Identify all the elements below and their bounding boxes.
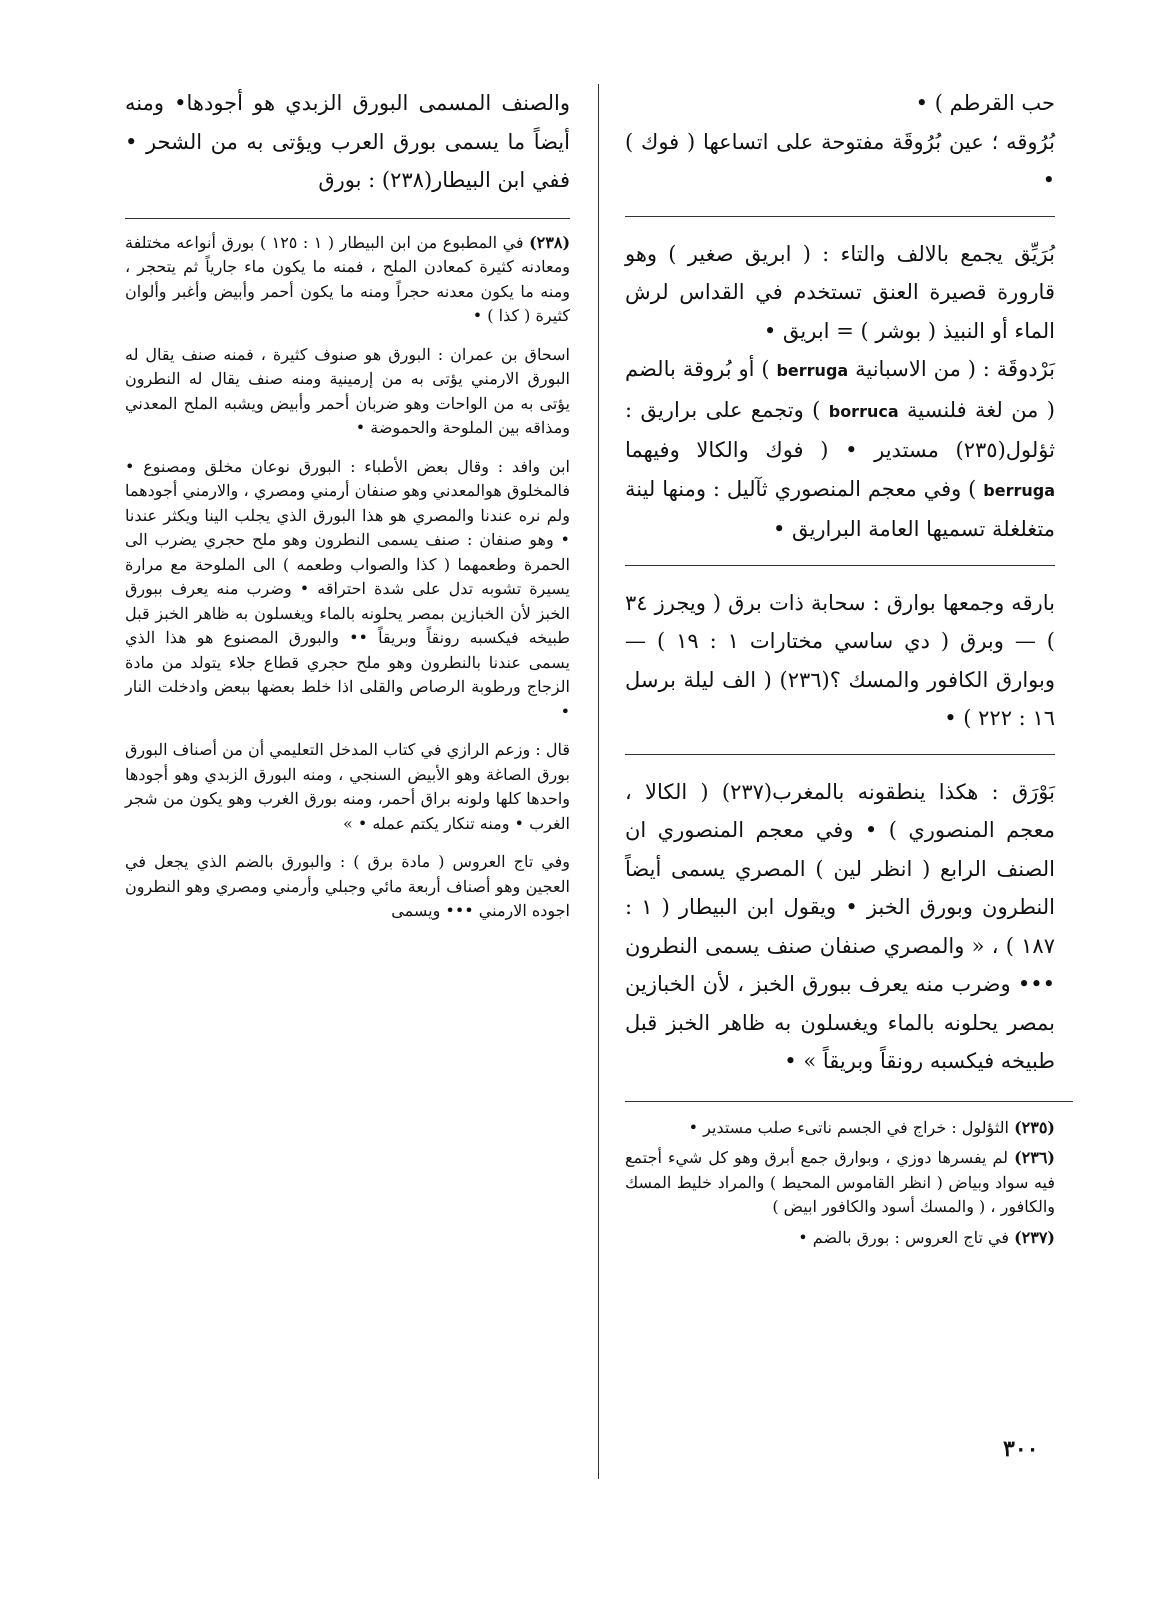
footnote-text: في تاج العروس : بورق بالضم • [798,1227,1009,1247]
footnote-rule [125,218,570,219]
right-column [625,84,1055,1256]
paragraph-qurtum: حب القرطم ) • [915,91,1055,115]
paragraph-buruqa: بُرُوقه ؛ عين بُرُوقَة مفتوحة على اتساعها ( فوك ) • [625,129,1055,192]
paragraph-gap [125,836,570,850]
footnote-236 [625,1146,1055,1220]
footnote-ibn-wafid: ابن وافد : وقال بعض الأطباء : البورق نوعان مخلق ومصنوع • فالمخلوق هوالمعدني وهو صنفان أرمني ومصري ، والارمني أجودهما ولم نره عندنا والمصري هو هذا البورق الذي يجلب الينا ويكثر عندنا • وهو صنفان : صنف يسمى النطرون وهو ملح حجري يضرب الى الحمرة وطعمهما ( كذا والصواب وطعمه ) الى الملوحة مع مرارة يسيرة تشوبه تدل على شدة احتراقه • وضرب منه يعرف ببورق الخبز لأن الخبازين بمصر يحلونه بالماء ويغسلون به ظاهر الخبز قبل طبيخه فيكسبه رونقاً وبريقاً •• والبورق المصنوع هو هذا الذي يسمى عندنا بالنطرون وهو ملح حجري قطاع جلاء يتولد من مادة الزجاج ورطوبة الرصاص والقلى اذا خلط بعضها ببعض وادخلت النار • [125,456,570,721]
paragraph-zubdi: والصنف المسمى البورق الزبدي هو أجودها• ومنه أيضاً ما يسمى بورق العرب ويؤتى به من الشحر • ففي ابن البيطار(٢٣٨) : بورق [125,91,570,192]
column-divider [598,84,599,1479]
footnote-text: في المطبوع من ابن البيطار ( ١ : ١٢٥ ) بورق أنواعه مختلفة ومعادنه كثيرة كمعادن الملح ، فمنه ما يكون ماء جارياً ثم يتحجر ، ومنه ما يكون معدنه حجراً ومنه ما يكون أحمر وأبيض وأغبر وألوان كثيرة ( كذا ) • [125,232,570,325]
paragraph-barduqa: بَرْدوقَة : ( من الاسبانية berruga ) أو بُروقة بالضم ( من لغة فلنسية borruca ) وتجمع على براريق : ثؤلول(٢٣٥) مستدير • ( فوك والكالا وفيهما berruga ) وفي معجم المنصوري ثآليل : ومنها لينة متغلغلة تسميها العامة البراريق • [625,357,1055,541]
footnote-237 [625,1226,1055,1251]
paragraph-buraiq: بُرَيِّق يجمع بالالف والتاء : ( ابريق صغير ) وهو قارورة قصيرة العنق تستخدم في القداس لرش الماء أو النبيذ ( بوشر ) = ابريق • [625,241,1055,343]
footnote-text: الثؤلول : خراج في الجسم ناتىء صلب مستدير • [688,1117,1009,1137]
footnote-number: (٢٣٧) [1014,1227,1055,1247]
page-number: ٣٠٠ [1003,1436,1039,1462]
footnote-number: (٢٣٨) [529,232,571,252]
paragraph-bariqa: بارقه وجمعها بوارق : سحابة ذات برق ( ويجرز ٣٤ ) — وبرق ( دي ساسي مختارات ١ : ١٩ ) — وبوارق الكافور والمسك ؟(٢٣٦) ( الف ليلة برسل ١٦ : ٢٢٢ ) • [625,590,1056,730]
footnote-number: (٢٣٦) [1014,1148,1055,1167]
paragraph-gap [125,724,570,738]
paragraph-gap [125,441,570,455]
section-divider [625,754,1055,755]
section-divider [625,565,1055,566]
footnote-number: (٢٣٥) [1014,1117,1055,1137]
paragraph-bawraq: بَوْرَق : هكذا ينطقونه بالمغرب(٢٣٧) ( الكالا ، معجم المنصوري ) • وفي معجم المنصوري ان الصنف الرابع ( انظر لين ) المصري يسمى أيضاً النطرون وبورق الخبز • ويقول ابن البيطار ( ١ : ١٨٧ ) ، « والمصري صنفان صنف يسمى النطرون ••• وضرب منه يعرف ببورق الخبز ، لأن الخبازين بمصر يحلونه بالماء ويغسلون به ظاهر الخبز قبل طبيخه فيكسبه رونقاً وبريقاً » • [625,779,1055,1073]
footnote-razi: قال : وزعم الرازي في كتاب المدخل التعليمي أن من أصناف البورق بورق الصاغة وهو الأبيض السنجي ، ومنه البورق الزبدي وهو أجودها واحدها كلها ولونه براق أحمر، ومنه بورق الغرب وهو يكون من شجر الغرب • ومنه تنكار يكتم عمله • » [125,740,570,833]
paragraph-gap [125,329,570,343]
footnote-taj-al-arus: وفي تاج العروس ( مادة برق ) : والبورق بالضم الذي يجعل في العجين وهو أصناف أربعة مائي وجبلي وأرمني ومصري وهو النطرون اجوده الارمني ••• ويسمى [125,852,571,920]
footnote-ishaq: اسحاق بن عمران : البورق هو صنوف كثيرة ، فمنه صنف يقال له البورق الارمني يؤتى به من إرمينية ومنه صنف يقال له النطرون يؤتى به من الواحات وهو ضربان أحمر وأبيض ويشبه الملح المعدني ومذاقه بين الملوحة والحموضة • [125,344,570,437]
footnote-238-intro [125,231,570,329]
footnote-235 [625,1116,1055,1141]
section-divider [625,216,1055,217]
footnote-text: لم يفسرها دوزي ، وبوارق جمع أبرق وهو كل شيء أجتمع فيه سواد وبياض ( انظر القاموس المحيط ) والمراد خليط المسك والكافور ، ( والمسك أسود والكافور ابيض ) [625,1148,1055,1216]
footnote-rule [625,1101,1073,1102]
left-column [125,84,570,924]
